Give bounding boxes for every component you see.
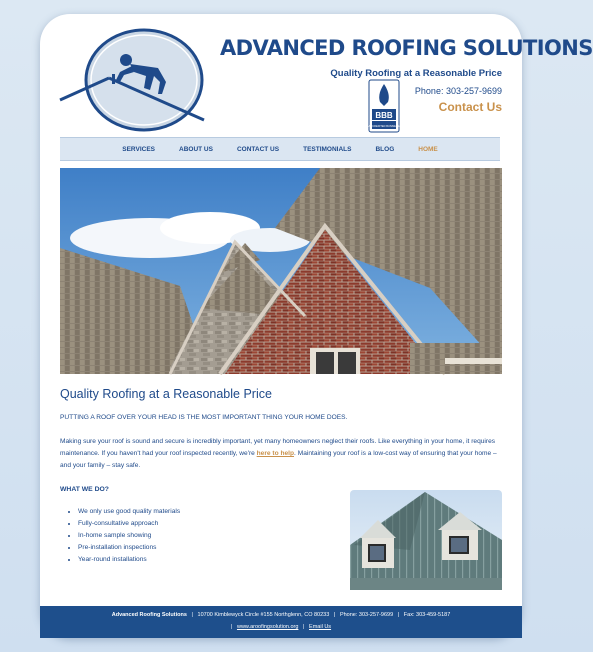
footer-phone: Phone: 303-257-9699	[339, 612, 394, 618]
bbb-letters: BBB	[375, 111, 393, 120]
services-list	[68, 506, 180, 566]
footer-email-link[interactable]: Email Us	[309, 624, 332, 630]
list-item: • Pre-installation inspections	[78, 542, 180, 554]
page-card	[40, 14, 593, 638]
footer-separator: |	[333, 612, 336, 618]
footer-separator: |	[191, 612, 193, 618]
list-item: • Year-round installations	[78, 554, 180, 566]
bbb-badge-icon[interactable]	[369, 80, 399, 132]
intro-text-after: . Maintaining your roof is a low-cost way of ensuring that your home – and your family – stay safe.	[60, 450, 497, 469]
footer-separator: |	[230, 624, 233, 630]
lead-text: PUTTING A ROOF OVER YOUR HEAD IS THE MOST IMPORTANT THING YOUR HOME DOES.	[60, 414, 348, 421]
here-to-help-link[interactable]: here to help	[256, 450, 295, 457]
list-item: • In-home sample showing	[78, 530, 180, 542]
nav-home[interactable]: HOME	[418, 145, 438, 153]
metal-roof-image	[350, 490, 502, 590]
list-item: • We only use good quality materials	[78, 506, 180, 518]
intro-paragraph	[60, 436, 502, 472]
footer-website-link[interactable]: www.aroofingsolution.org	[236, 624, 299, 630]
nav-about-us[interactable]: ABOUT US	[179, 145, 213, 153]
main-nav	[60, 137, 500, 161]
footer-links-row	[40, 624, 522, 630]
site-title: ADVANCED ROOFING SOLUTIONS	[220, 36, 593, 60]
footer-address: 10700 Kimblewyck Circle #155 Northglenn, CO 80233	[197, 612, 330, 618]
header-phone: Phone: 303-257-9699	[414, 86, 502, 96]
nav-services[interactable]: SERVICES	[122, 145, 155, 153]
footer-separator: |	[303, 624, 305, 630]
footer-info-row	[40, 612, 522, 618]
roofer-logo[interactable]	[54, 22, 214, 132]
intro-text-before: Making sure your roof is sound and secure is incredibly important, yet many homeowners neglect their roofs. Like everything in your home, it requires maintenance. If you haven't had your roof inspected recently, we're	[60, 438, 496, 457]
nav-testimonials[interactable]: TESTIMONIALS	[303, 145, 352, 153]
contact-us-link[interactable]: Contact Us	[438, 100, 502, 114]
nav-blog[interactable]: BLOG	[375, 145, 395, 153]
footer-separator: |	[397, 612, 400, 618]
footer-company: Advanced Roofing Solutions	[111, 612, 187, 618]
main-heading: Quality Roofing at a Reasonable Price	[60, 387, 272, 401]
list-item: • Fully-consultative approach	[78, 518, 180, 530]
what-we-do-heading: WHAT WE DO?	[60, 486, 109, 493]
site-tagline: Quality Roofing at a Reasonable Price	[330, 68, 502, 79]
bbb-accredited: ACCREDITED BUSINESS	[368, 125, 400, 128]
nav-contact-us[interactable]: CONTACT US	[236, 145, 280, 153]
footer-fax: Fax: 303-459-5187	[403, 612, 451, 618]
site-footer	[40, 606, 522, 638]
hero-roof-image	[60, 168, 502, 374]
